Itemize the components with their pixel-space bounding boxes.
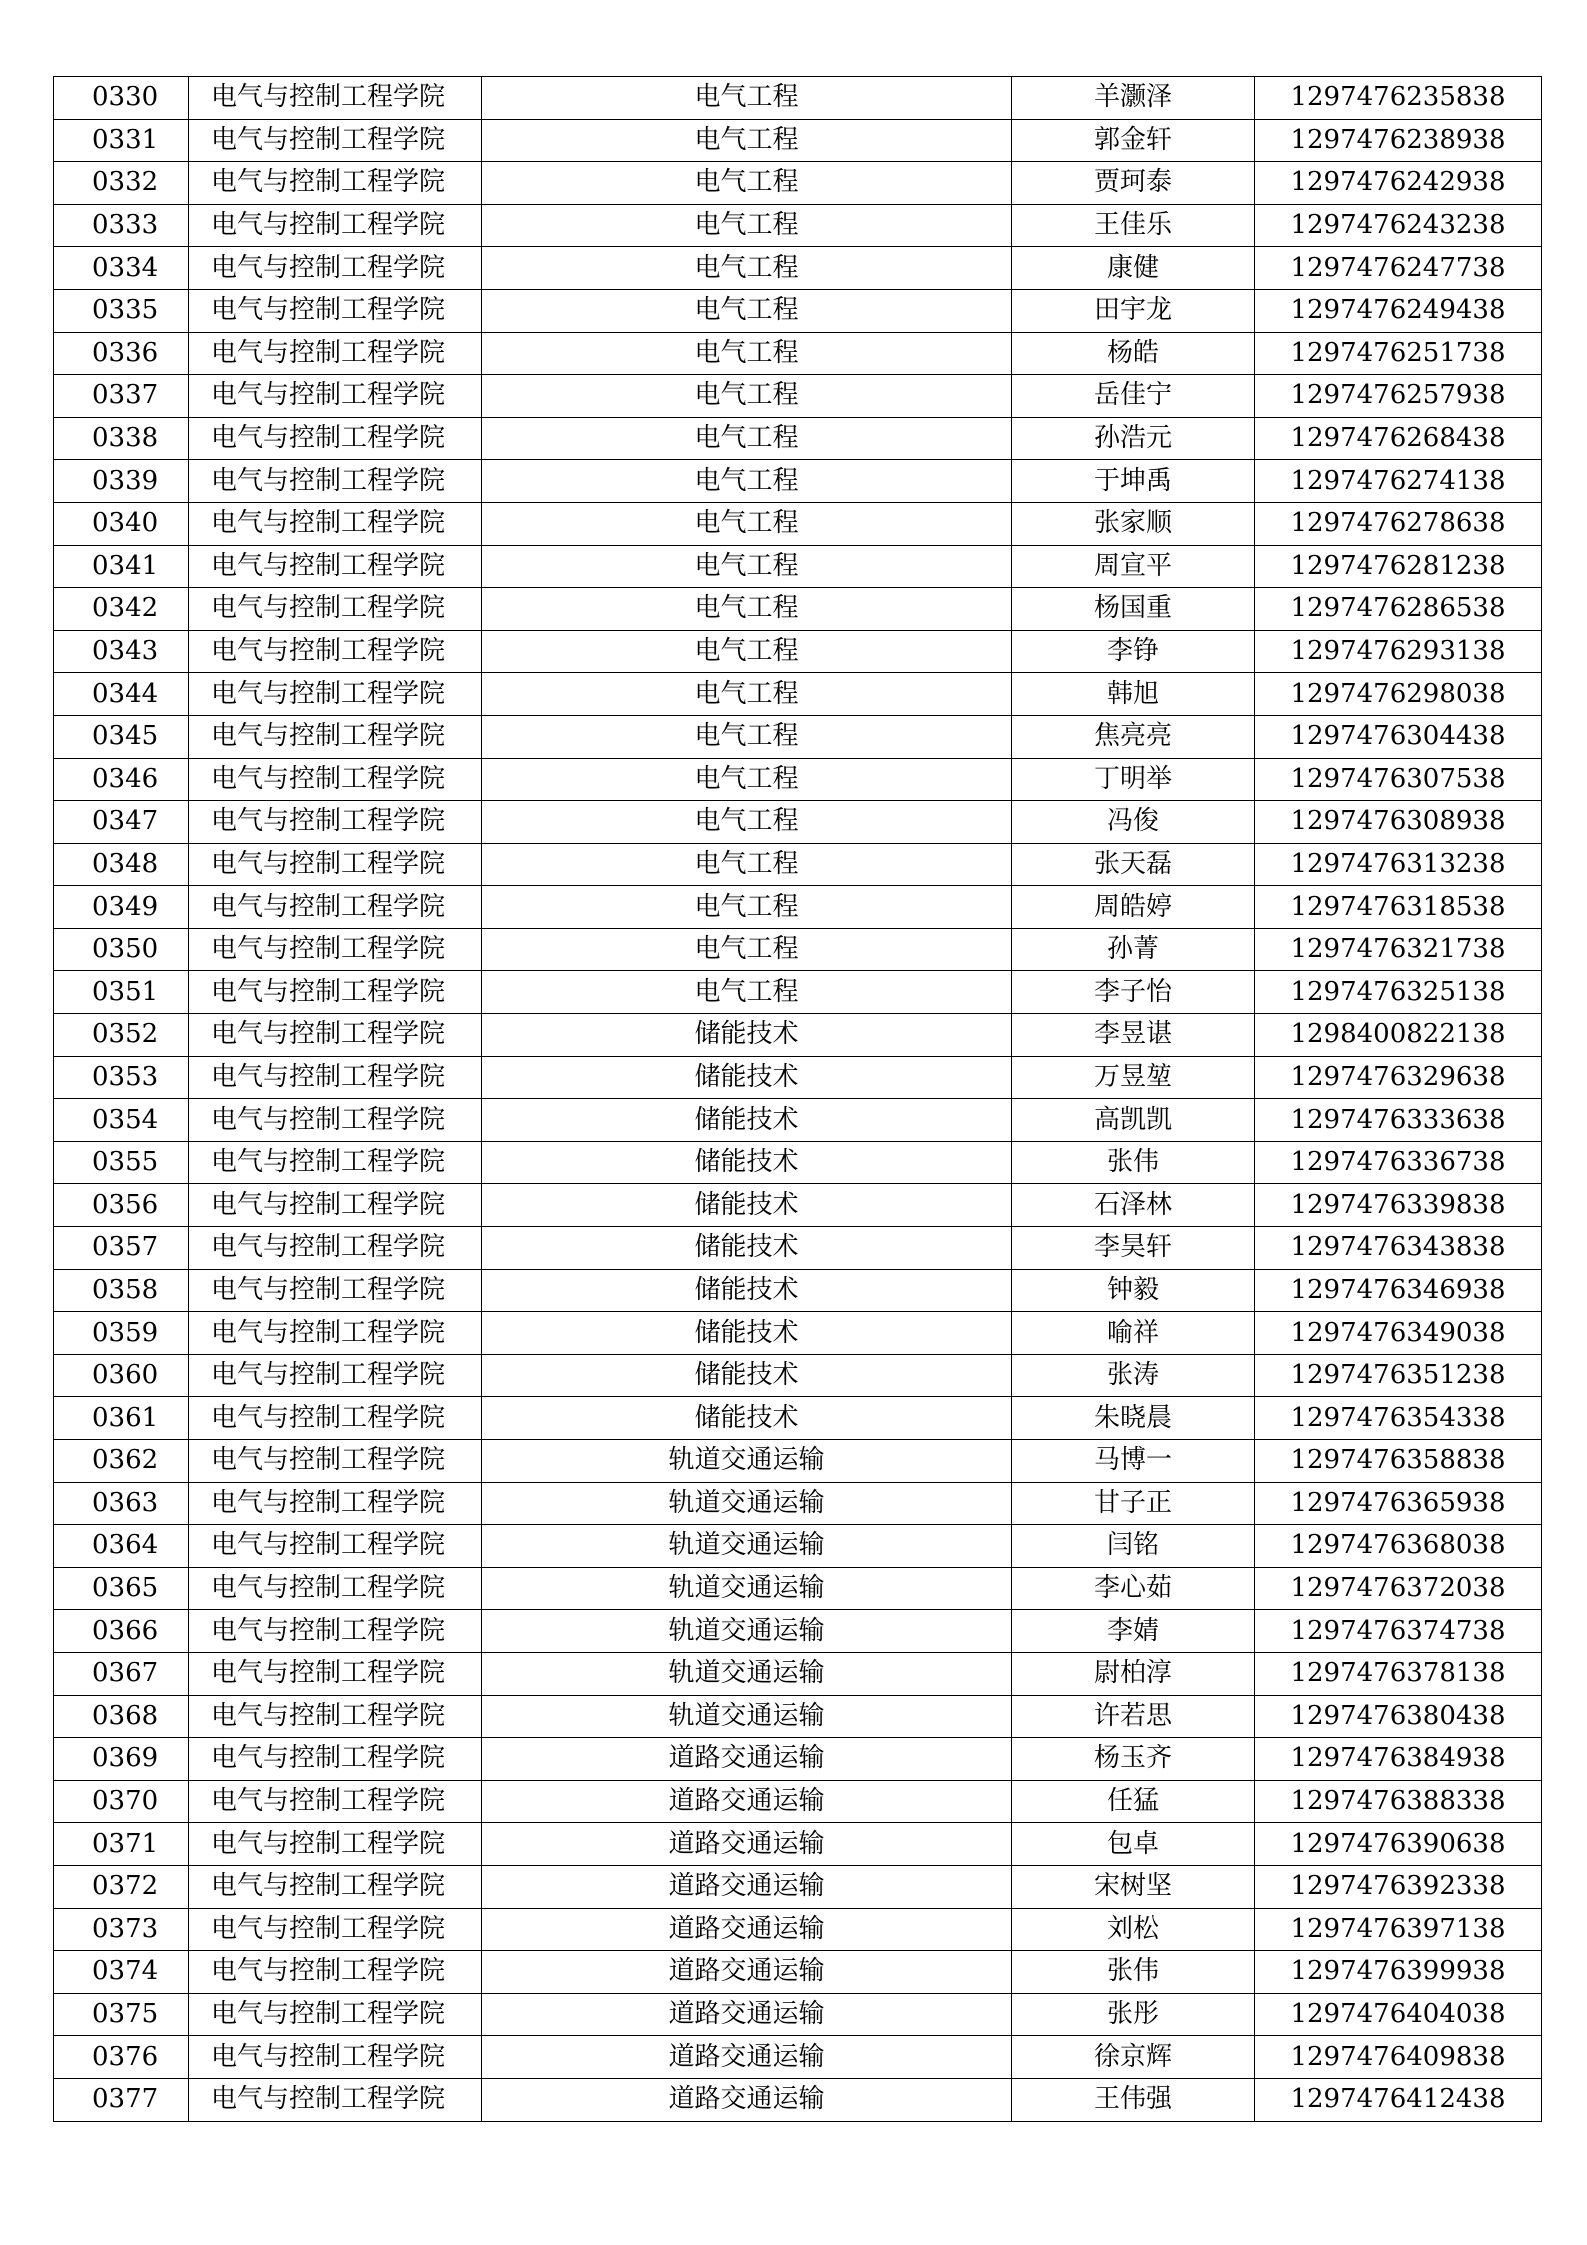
serial-number-cell: 0338 xyxy=(54,417,189,460)
major-cell: 电气工程 xyxy=(482,545,1012,588)
student-name-cell: 张家顺 xyxy=(1012,502,1255,545)
table-row xyxy=(54,375,1542,418)
college-cell: 电气与控制工程学院 xyxy=(189,417,482,460)
student-name-cell: 甘子正 xyxy=(1012,1482,1255,1525)
student-name-cell: 郭金轩 xyxy=(1012,119,1255,162)
student-table xyxy=(53,76,1542,2122)
serial-number-cell: 0346 xyxy=(54,758,189,801)
table-row xyxy=(54,460,1542,503)
serial-number-cell: 0376 xyxy=(54,2036,189,2079)
student-name-cell: 杨皓 xyxy=(1012,332,1255,375)
college-cell: 电气与控制工程学院 xyxy=(189,1099,482,1142)
student-table-body xyxy=(54,77,1542,2122)
serial-number-cell: 0348 xyxy=(54,843,189,886)
student-name-cell: 石泽林 xyxy=(1012,1184,1255,1227)
table-row xyxy=(54,545,1542,588)
student-id-cell: 1297476325138 xyxy=(1255,971,1542,1014)
table-row xyxy=(54,1525,1542,1568)
table-row xyxy=(54,1652,1542,1695)
table-row xyxy=(54,588,1542,631)
serial-number-cell: 0349 xyxy=(54,886,189,929)
table-row xyxy=(54,2036,1542,2079)
major-cell: 电气工程 xyxy=(482,758,1012,801)
table-row xyxy=(54,1823,1542,1866)
serial-number-cell: 0355 xyxy=(54,1141,189,1184)
student-name-cell: 李昱谌 xyxy=(1012,1014,1255,1057)
serial-number-cell: 0335 xyxy=(54,289,189,332)
serial-number-cell: 0341 xyxy=(54,545,189,588)
major-cell: 轨道交通运输 xyxy=(482,1652,1012,1695)
table-row xyxy=(54,801,1542,844)
table-row xyxy=(54,1865,1542,1908)
table-row xyxy=(54,204,1542,247)
student-name-cell: 张彤 xyxy=(1012,1993,1255,2036)
major-cell: 道路交通运输 xyxy=(482,1908,1012,1951)
college-cell: 电气与控制工程学院 xyxy=(189,1184,482,1227)
student-name-cell: 于坤禹 xyxy=(1012,460,1255,503)
major-cell: 轨道交通运输 xyxy=(482,1610,1012,1653)
college-cell: 电气与控制工程学院 xyxy=(189,247,482,290)
table-row xyxy=(54,332,1542,375)
student-id-cell: 1297476399938 xyxy=(1255,1951,1542,1994)
student-id-cell: 1297476354338 xyxy=(1255,1397,1542,1440)
table-row xyxy=(54,119,1542,162)
table-row xyxy=(54,715,1542,758)
student-name-cell: 尉柏淳 xyxy=(1012,1652,1255,1695)
serial-number-cell: 0365 xyxy=(54,1567,189,1610)
serial-number-cell: 0342 xyxy=(54,588,189,631)
table-row xyxy=(54,1695,1542,1738)
college-cell: 电气与控制工程学院 xyxy=(189,630,482,673)
major-cell: 储能技术 xyxy=(482,1141,1012,1184)
student-id-cell: 1297476351238 xyxy=(1255,1354,1542,1397)
major-cell: 电气工程 xyxy=(482,630,1012,673)
student-id-cell: 1297476374738 xyxy=(1255,1610,1542,1653)
table-row xyxy=(54,1227,1542,1270)
serial-number-cell: 0375 xyxy=(54,1993,189,2036)
college-cell: 电气与控制工程学院 xyxy=(189,1908,482,1951)
serial-number-cell: 0371 xyxy=(54,1823,189,1866)
student-name-cell: 许若思 xyxy=(1012,1695,1255,1738)
college-cell: 电气与控制工程学院 xyxy=(189,460,482,503)
student-id-cell: 1297476321738 xyxy=(1255,928,1542,971)
college-cell: 电气与控制工程学院 xyxy=(189,502,482,545)
table-row xyxy=(54,1908,1542,1951)
student-id-cell: 1297476238938 xyxy=(1255,119,1542,162)
student-name-cell: 杨国重 xyxy=(1012,588,1255,631)
college-cell: 电气与控制工程学院 xyxy=(189,801,482,844)
college-cell: 电气与控制工程学院 xyxy=(189,1141,482,1184)
table-row xyxy=(54,1567,1542,1610)
student-id-cell: 1297476358838 xyxy=(1255,1440,1542,1483)
college-cell: 电气与控制工程学院 xyxy=(189,2036,482,2079)
serial-number-cell: 0359 xyxy=(54,1312,189,1355)
student-name-cell: 康健 xyxy=(1012,247,1255,290)
table-row xyxy=(54,1354,1542,1397)
student-name-cell: 韩旭 xyxy=(1012,673,1255,716)
student-name-cell: 高凯凯 xyxy=(1012,1099,1255,1142)
college-cell: 电气与控制工程学院 xyxy=(189,1056,482,1099)
college-cell: 电气与控制工程学院 xyxy=(189,545,482,588)
table-row xyxy=(54,1951,1542,1994)
student-name-cell: 朱晓晨 xyxy=(1012,1397,1255,1440)
major-cell: 储能技术 xyxy=(482,1056,1012,1099)
college-cell: 电气与控制工程学院 xyxy=(189,1865,482,1908)
student-name-cell: 张涛 xyxy=(1012,1354,1255,1397)
student-id-cell: 1297476365938 xyxy=(1255,1482,1542,1525)
student-id-cell: 1297476286538 xyxy=(1255,588,1542,631)
major-cell: 道路交通运输 xyxy=(482,1993,1012,2036)
student-id-cell: 1297476343838 xyxy=(1255,1227,1542,1270)
college-cell: 电气与控制工程学院 xyxy=(189,2078,482,2121)
major-cell: 电气工程 xyxy=(482,588,1012,631)
college-cell: 电气与控制工程学院 xyxy=(189,715,482,758)
serial-number-cell: 0352 xyxy=(54,1014,189,1057)
student-name-cell: 王佳乐 xyxy=(1012,204,1255,247)
major-cell: 道路交通运输 xyxy=(482,1951,1012,1994)
college-cell: 电气与控制工程学院 xyxy=(189,1440,482,1483)
serial-number-cell: 0337 xyxy=(54,375,189,418)
table-row xyxy=(54,289,1542,332)
major-cell: 储能技术 xyxy=(482,1354,1012,1397)
major-cell: 电气工程 xyxy=(482,417,1012,460)
college-cell: 电气与控制工程学院 xyxy=(189,1695,482,1738)
student-id-cell: 1297476251738 xyxy=(1255,332,1542,375)
major-cell: 储能技术 xyxy=(482,1099,1012,1142)
student-name-cell: 李婧 xyxy=(1012,1610,1255,1653)
serial-number-cell: 0334 xyxy=(54,247,189,290)
major-cell: 电气工程 xyxy=(482,801,1012,844)
student-id-cell: 1297476243238 xyxy=(1255,204,1542,247)
table-row xyxy=(54,673,1542,716)
major-cell: 电气工程 xyxy=(482,843,1012,886)
table-row xyxy=(54,1099,1542,1142)
serial-number-cell: 0369 xyxy=(54,1738,189,1781)
table-row xyxy=(54,1397,1542,1440)
serial-number-cell: 0372 xyxy=(54,1865,189,1908)
serial-number-cell: 0347 xyxy=(54,801,189,844)
student-name-cell: 闫铭 xyxy=(1012,1525,1255,1568)
student-id-cell: 1297476293138 xyxy=(1255,630,1542,673)
student-name-cell: 宋树坚 xyxy=(1012,1865,1255,1908)
student-id-cell: 1297476298038 xyxy=(1255,673,1542,716)
college-cell: 电气与控制工程学院 xyxy=(189,1652,482,1695)
college-cell: 电气与控制工程学院 xyxy=(189,77,482,120)
major-cell: 电气工程 xyxy=(482,375,1012,418)
major-cell: 储能技术 xyxy=(482,1312,1012,1355)
serial-number-cell: 0367 xyxy=(54,1652,189,1695)
student-id-cell: 1298400822138 xyxy=(1255,1014,1542,1057)
table-row xyxy=(54,630,1542,673)
student-id-cell: 1297476242938 xyxy=(1255,162,1542,205)
serial-number-cell: 0374 xyxy=(54,1951,189,1994)
student-id-cell: 1297476281238 xyxy=(1255,545,1542,588)
major-cell: 电气工程 xyxy=(482,886,1012,929)
student-id-cell: 1297476372038 xyxy=(1255,1567,1542,1610)
serial-number-cell: 0336 xyxy=(54,332,189,375)
major-cell: 电气工程 xyxy=(482,502,1012,545)
table-row xyxy=(54,1056,1542,1099)
serial-number-cell: 0357 xyxy=(54,1227,189,1270)
serial-number-cell: 0343 xyxy=(54,630,189,673)
student-name-cell: 田宇龙 xyxy=(1012,289,1255,332)
serial-number-cell: 0361 xyxy=(54,1397,189,1440)
major-cell: 电气工程 xyxy=(482,289,1012,332)
student-id-cell: 1297476409838 xyxy=(1255,2036,1542,2079)
college-cell: 电气与控制工程学院 xyxy=(189,758,482,801)
serial-number-cell: 0333 xyxy=(54,204,189,247)
college-cell: 电气与控制工程学院 xyxy=(189,1397,482,1440)
student-id-cell: 1297476235838 xyxy=(1255,77,1542,120)
table-row xyxy=(54,1482,1542,1525)
serial-number-cell: 0353 xyxy=(54,1056,189,1099)
major-cell: 电气工程 xyxy=(482,460,1012,503)
college-cell: 电气与控制工程学院 xyxy=(189,375,482,418)
table-row xyxy=(54,1440,1542,1483)
student-name-cell: 刘松 xyxy=(1012,1908,1255,1951)
college-cell: 电气与控制工程学院 xyxy=(189,1610,482,1653)
college-cell: 电气与控制工程学院 xyxy=(189,1738,482,1781)
student-name-cell: 李昊轩 xyxy=(1012,1227,1255,1270)
table-row xyxy=(54,1269,1542,1312)
student-id-cell: 1297476380438 xyxy=(1255,1695,1542,1738)
student-name-cell: 李心茹 xyxy=(1012,1567,1255,1610)
table-row xyxy=(54,758,1542,801)
student-id-cell: 1297476307538 xyxy=(1255,758,1542,801)
student-id-cell: 1297476304438 xyxy=(1255,715,1542,758)
table-row xyxy=(54,1610,1542,1653)
table-row xyxy=(54,1993,1542,2036)
student-id-cell: 1297476257938 xyxy=(1255,375,1542,418)
student-id-cell: 1297476368038 xyxy=(1255,1525,1542,1568)
table-row xyxy=(54,1738,1542,1781)
college-cell: 电气与控制工程学院 xyxy=(189,204,482,247)
student-id-cell: 1297476274138 xyxy=(1255,460,1542,503)
major-cell: 电气工程 xyxy=(482,77,1012,120)
major-cell: 轨道交通运输 xyxy=(482,1482,1012,1525)
student-name-cell: 李铮 xyxy=(1012,630,1255,673)
major-cell: 电气工程 xyxy=(482,119,1012,162)
college-cell: 电气与控制工程学院 xyxy=(189,162,482,205)
college-cell: 电气与控制工程学院 xyxy=(189,332,482,375)
student-id-cell: 1297476346938 xyxy=(1255,1269,1542,1312)
serial-number-cell: 0340 xyxy=(54,502,189,545)
student-id-cell: 1297476378138 xyxy=(1255,1652,1542,1695)
table-row xyxy=(54,2078,1542,2121)
student-name-cell: 钟毅 xyxy=(1012,1269,1255,1312)
major-cell: 储能技术 xyxy=(482,1397,1012,1440)
major-cell: 道路交通运输 xyxy=(482,1823,1012,1866)
student-name-cell: 马博一 xyxy=(1012,1440,1255,1483)
major-cell: 电气工程 xyxy=(482,247,1012,290)
student-id-cell: 1297476404038 xyxy=(1255,1993,1542,2036)
student-name-cell: 羊灏泽 xyxy=(1012,77,1255,120)
serial-number-cell: 0358 xyxy=(54,1269,189,1312)
major-cell: 电气工程 xyxy=(482,971,1012,1014)
student-name-cell: 冯俊 xyxy=(1012,801,1255,844)
major-cell: 电气工程 xyxy=(482,928,1012,971)
student-name-cell: 李子怡 xyxy=(1012,971,1255,1014)
serial-number-cell: 0354 xyxy=(54,1099,189,1142)
major-cell: 储能技术 xyxy=(482,1014,1012,1057)
college-cell: 电气与控制工程学院 xyxy=(189,1525,482,1568)
major-cell: 轨道交通运输 xyxy=(482,1695,1012,1738)
college-cell: 电气与控制工程学院 xyxy=(189,1993,482,2036)
serial-number-cell: 0364 xyxy=(54,1525,189,1568)
college-cell: 电气与控制工程学院 xyxy=(189,119,482,162)
student-name-cell: 徐京辉 xyxy=(1012,2036,1255,2079)
student-id-cell: 1297476388338 xyxy=(1255,1780,1542,1823)
major-cell: 道路交通运输 xyxy=(482,1865,1012,1908)
serial-number-cell: 0377 xyxy=(54,2078,189,2121)
serial-number-cell: 0351 xyxy=(54,971,189,1014)
college-cell: 电气与控制工程学院 xyxy=(189,1482,482,1525)
major-cell: 储能技术 xyxy=(482,1227,1012,1270)
serial-number-cell: 0331 xyxy=(54,119,189,162)
student-id-cell: 1297476249438 xyxy=(1255,289,1542,332)
student-name-cell: 张天磊 xyxy=(1012,843,1255,886)
student-id-cell: 1297476329638 xyxy=(1255,1056,1542,1099)
student-id-cell: 1297476247738 xyxy=(1255,247,1542,290)
table-row xyxy=(54,886,1542,929)
college-cell: 电气与控制工程学院 xyxy=(189,1567,482,1610)
student-id-cell: 1297476384938 xyxy=(1255,1738,1542,1781)
student-id-cell: 1297476268438 xyxy=(1255,417,1542,460)
college-cell: 电气与控制工程学院 xyxy=(189,1823,482,1866)
college-cell: 电气与控制工程学院 xyxy=(189,886,482,929)
college-cell: 电气与控制工程学院 xyxy=(189,1951,482,1994)
major-cell: 电气工程 xyxy=(482,162,1012,205)
college-cell: 电气与控制工程学院 xyxy=(189,1354,482,1397)
major-cell: 储能技术 xyxy=(482,1184,1012,1227)
student-id-cell: 1297476308938 xyxy=(1255,801,1542,844)
student-name-cell: 周皓婷 xyxy=(1012,886,1255,929)
student-id-cell: 1297476278638 xyxy=(1255,502,1542,545)
student-name-cell: 焦亮亮 xyxy=(1012,715,1255,758)
student-name-cell: 万昱堃 xyxy=(1012,1056,1255,1099)
college-cell: 电气与控制工程学院 xyxy=(189,1312,482,1355)
major-cell: 电气工程 xyxy=(482,673,1012,716)
table-row xyxy=(54,928,1542,971)
student-name-cell: 喻祥 xyxy=(1012,1312,1255,1355)
student-name-cell: 丁明举 xyxy=(1012,758,1255,801)
table-row xyxy=(54,971,1542,1014)
major-cell: 电气工程 xyxy=(482,715,1012,758)
college-cell: 电气与控制工程学院 xyxy=(189,588,482,631)
table-row xyxy=(54,1184,1542,1227)
student-name-cell: 周宣平 xyxy=(1012,545,1255,588)
college-cell: 电气与控制工程学院 xyxy=(189,843,482,886)
table-row xyxy=(54,843,1542,886)
serial-number-cell: 0373 xyxy=(54,1908,189,1951)
major-cell: 轨道交通运输 xyxy=(482,1567,1012,1610)
table-row xyxy=(54,77,1542,120)
student-id-cell: 1297476318538 xyxy=(1255,886,1542,929)
table-row xyxy=(54,1780,1542,1823)
serial-number-cell: 0339 xyxy=(54,460,189,503)
serial-number-cell: 0345 xyxy=(54,715,189,758)
major-cell: 储能技术 xyxy=(482,1269,1012,1312)
table-row xyxy=(54,1141,1542,1184)
college-cell: 电气与控制工程学院 xyxy=(189,928,482,971)
college-cell: 电气与控制工程学院 xyxy=(189,289,482,332)
major-cell: 轨道交通运输 xyxy=(482,1525,1012,1568)
student-name-cell: 杨玉齐 xyxy=(1012,1738,1255,1781)
serial-number-cell: 0368 xyxy=(54,1695,189,1738)
major-cell: 轨道交通运输 xyxy=(482,1440,1012,1483)
table-row xyxy=(54,162,1542,205)
student-name-cell: 张伟 xyxy=(1012,1141,1255,1184)
college-cell: 电气与控制工程学院 xyxy=(189,1269,482,1312)
student-name-cell: 贾珂泰 xyxy=(1012,162,1255,205)
major-cell: 电气工程 xyxy=(482,332,1012,375)
student-name-cell: 包卓 xyxy=(1012,1823,1255,1866)
major-cell: 道路交通运输 xyxy=(482,1738,1012,1781)
serial-number-cell: 0363 xyxy=(54,1482,189,1525)
student-id-cell: 1297476349038 xyxy=(1255,1312,1542,1355)
student-id-cell: 1297476397138 xyxy=(1255,1908,1542,1951)
major-cell: 道路交通运输 xyxy=(482,2078,1012,2121)
major-cell: 电气工程 xyxy=(482,204,1012,247)
college-cell: 电气与控制工程学院 xyxy=(189,971,482,1014)
serial-number-cell: 0344 xyxy=(54,673,189,716)
serial-number-cell: 0330 xyxy=(54,77,189,120)
student-id-cell: 1297476392338 xyxy=(1255,1865,1542,1908)
student-id-cell: 1297476412438 xyxy=(1255,2078,1542,2121)
serial-number-cell: 0360 xyxy=(54,1354,189,1397)
student-name-cell: 张伟 xyxy=(1012,1951,1255,1994)
student-id-cell: 1297476390638 xyxy=(1255,1823,1542,1866)
major-cell: 道路交通运输 xyxy=(482,2036,1012,2079)
student-name-cell: 孙菁 xyxy=(1012,928,1255,971)
serial-number-cell: 0332 xyxy=(54,162,189,205)
major-cell: 道路交通运输 xyxy=(482,1780,1012,1823)
serial-number-cell: 0366 xyxy=(54,1610,189,1653)
student-id-cell: 1297476336738 xyxy=(1255,1141,1542,1184)
college-cell: 电气与控制工程学院 xyxy=(189,1780,482,1823)
serial-number-cell: 0362 xyxy=(54,1440,189,1483)
student-name-cell: 孙浩元 xyxy=(1012,417,1255,460)
student-id-cell: 1297476339838 xyxy=(1255,1184,1542,1227)
student-id-cell: 1297476333638 xyxy=(1255,1099,1542,1142)
student-id-cell: 1297476313238 xyxy=(1255,843,1542,886)
table-row xyxy=(54,1312,1542,1355)
serial-number-cell: 0370 xyxy=(54,1780,189,1823)
serial-number-cell: 0350 xyxy=(54,928,189,971)
student-name-cell: 王伟强 xyxy=(1012,2078,1255,2121)
student-name-cell: 任猛 xyxy=(1012,1780,1255,1823)
college-cell: 电气与控制工程学院 xyxy=(189,673,482,716)
college-cell: 电气与控制工程学院 xyxy=(189,1227,482,1270)
student-name-cell: 岳佳宁 xyxy=(1012,375,1255,418)
table-row xyxy=(54,1014,1542,1057)
serial-number-cell: 0356 xyxy=(54,1184,189,1227)
table-row xyxy=(54,417,1542,460)
table-row xyxy=(54,247,1542,290)
table-row xyxy=(54,502,1542,545)
college-cell: 电气与控制工程学院 xyxy=(189,1014,482,1057)
